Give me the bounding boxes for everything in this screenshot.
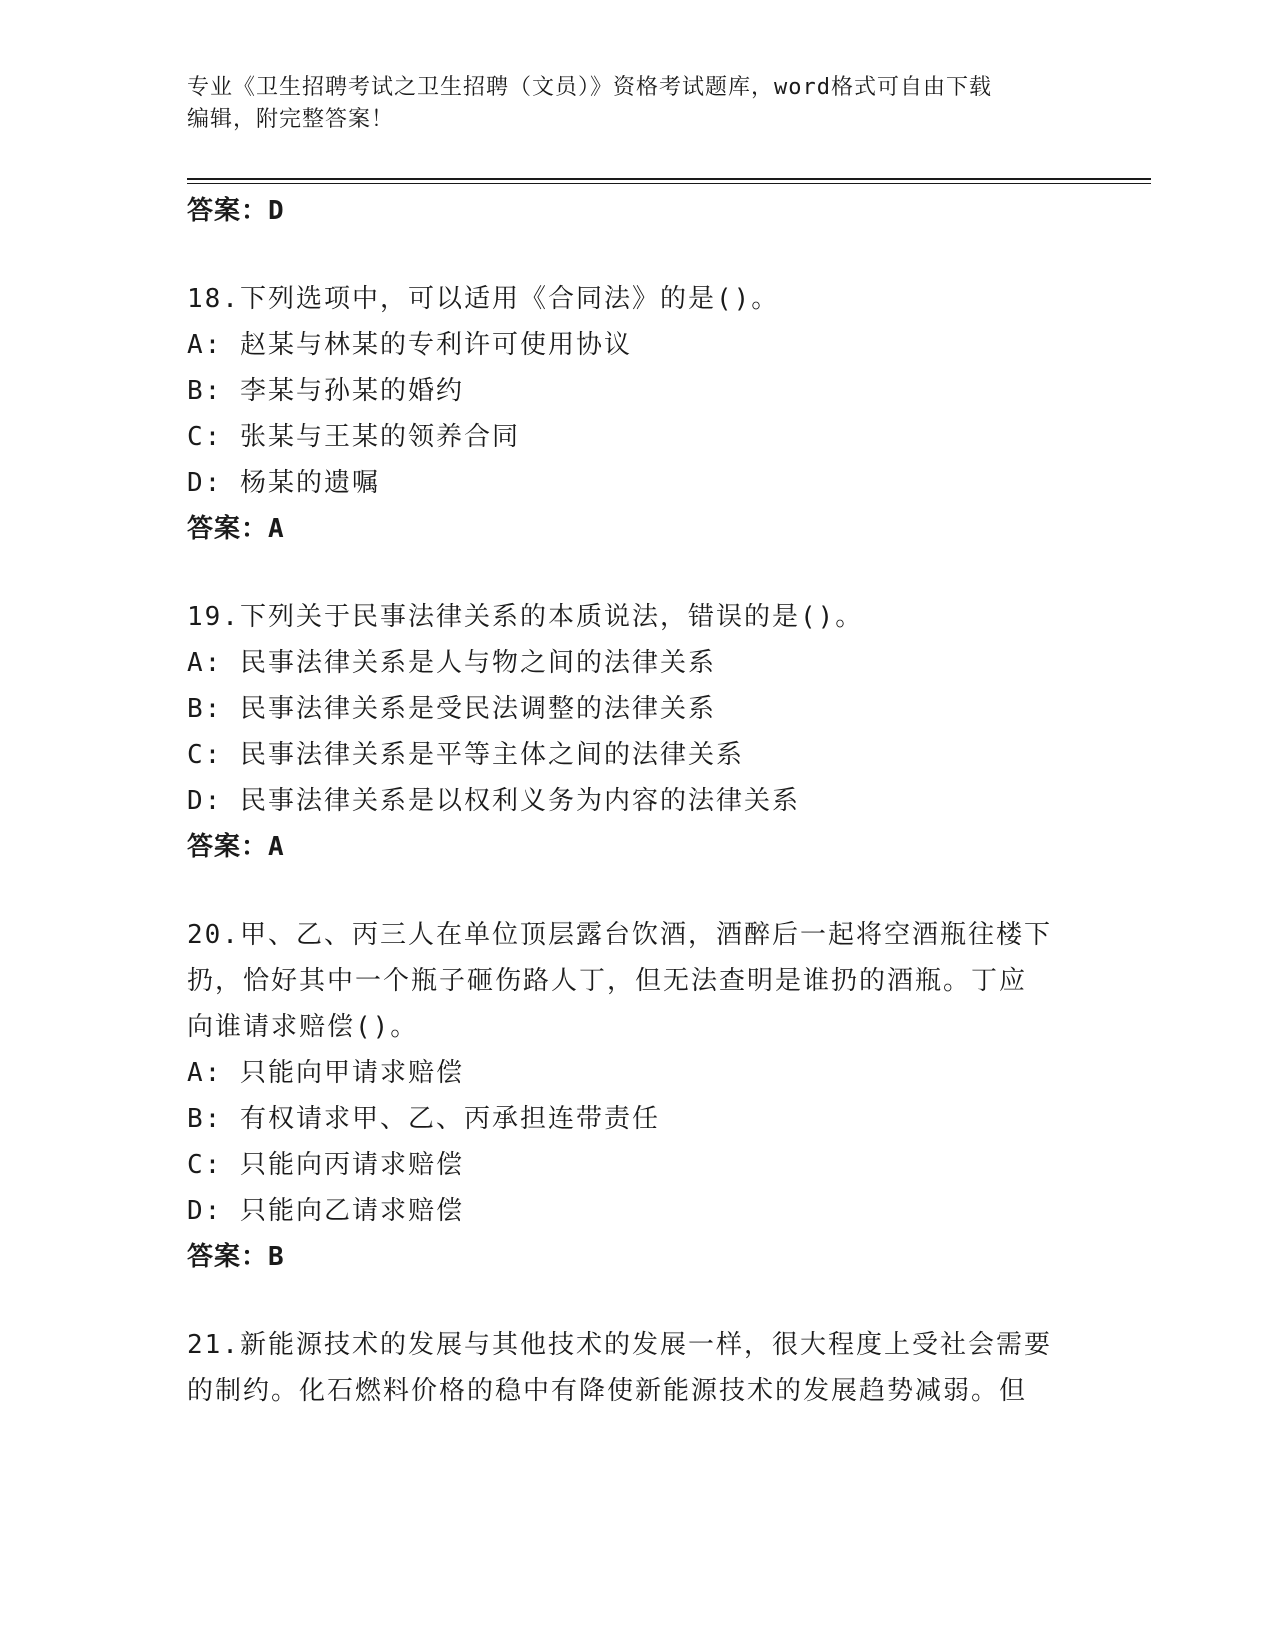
question-answer xyxy=(187,824,1067,870)
option-a: A: 民事法律关系是人与物之间的法律关系 xyxy=(187,648,716,678)
answer-label: 答案： xyxy=(187,1242,269,1272)
document-header xyxy=(187,72,1067,136)
answer-value: A xyxy=(268,514,285,544)
question-19 xyxy=(187,594,1067,870)
answer-value: B xyxy=(268,1242,285,1272)
question-stem-line-2: 的制约。化石燃料价格的稳中有降使新能源技术的发展趋势减弱。但 xyxy=(187,1376,1028,1406)
answer-label: 答案： xyxy=(187,832,269,862)
question-stem-line-1: 21.新能源技术的发展与其他技术的发展一样，很大程度上受社会需要 xyxy=(187,1330,1052,1360)
question-answer xyxy=(187,506,1067,552)
question-list xyxy=(187,188,1067,1414)
option-c: C: 民事法律关系是平等主体之间的法律关系 xyxy=(187,740,744,770)
option-b: B: 李某与孙某的婚约 xyxy=(187,376,464,406)
answer-label: 答案： xyxy=(187,514,269,544)
header-divider-thick xyxy=(187,178,1151,180)
question-stem-line-3: 向谁请求赔偿()。 xyxy=(187,1012,419,1042)
option-b: B: 有权请求甲、乙、丙承担连带责任 xyxy=(187,1104,660,1134)
question-stem: 18.下列选项中，可以适用《合同法》的是()。 xyxy=(187,284,780,314)
question-21 xyxy=(187,1322,1067,1414)
option-c: C: 张某与王某的领养合同 xyxy=(187,422,520,452)
header-line-2: 编辑，附完整答案！ xyxy=(187,107,395,132)
header-divider-thin xyxy=(187,183,1151,184)
question-stem-line-1: 20.甲、乙、丙三人在单位顶层露台饮酒，酒醉后一起将空酒瓶往楼下 xyxy=(187,920,1052,950)
question-stem: 19.下列关于民事法律关系的本质说法，错误的是()。 xyxy=(187,602,864,632)
question-20 xyxy=(187,912,1067,1280)
option-d: D: 民事法律关系是以权利义务为内容的法律关系 xyxy=(187,786,800,816)
question-stem-line-2: 扔，恰好其中一个瓶子砸伤路人丁，但无法查明是谁扔的酒瓶。丁应 xyxy=(187,966,1028,996)
option-b: B: 民事法律关系是受民法调整的法律关系 xyxy=(187,694,716,724)
option-c: C: 只能向丙请求赔偿 xyxy=(187,1150,464,1180)
option-a: A: 赵某与林某的专利许可使用协议 xyxy=(187,330,632,360)
question-18 xyxy=(187,276,1067,552)
option-d: D: 杨某的遗嘱 xyxy=(187,468,380,498)
answer-value: A xyxy=(268,832,285,862)
answer-label: 答案： xyxy=(187,196,269,226)
option-a: A: 只能向甲请求赔偿 xyxy=(187,1058,464,1088)
header-line-1: 专业《卫生招聘考试之卫生招聘（文员）》资格考试题库，word格式可自由下载 xyxy=(187,75,992,100)
answer-value: D xyxy=(268,196,285,226)
previous-answer xyxy=(187,188,1067,234)
option-d: D: 只能向乙请求赔偿 xyxy=(187,1196,464,1226)
question-answer xyxy=(187,1234,1067,1280)
